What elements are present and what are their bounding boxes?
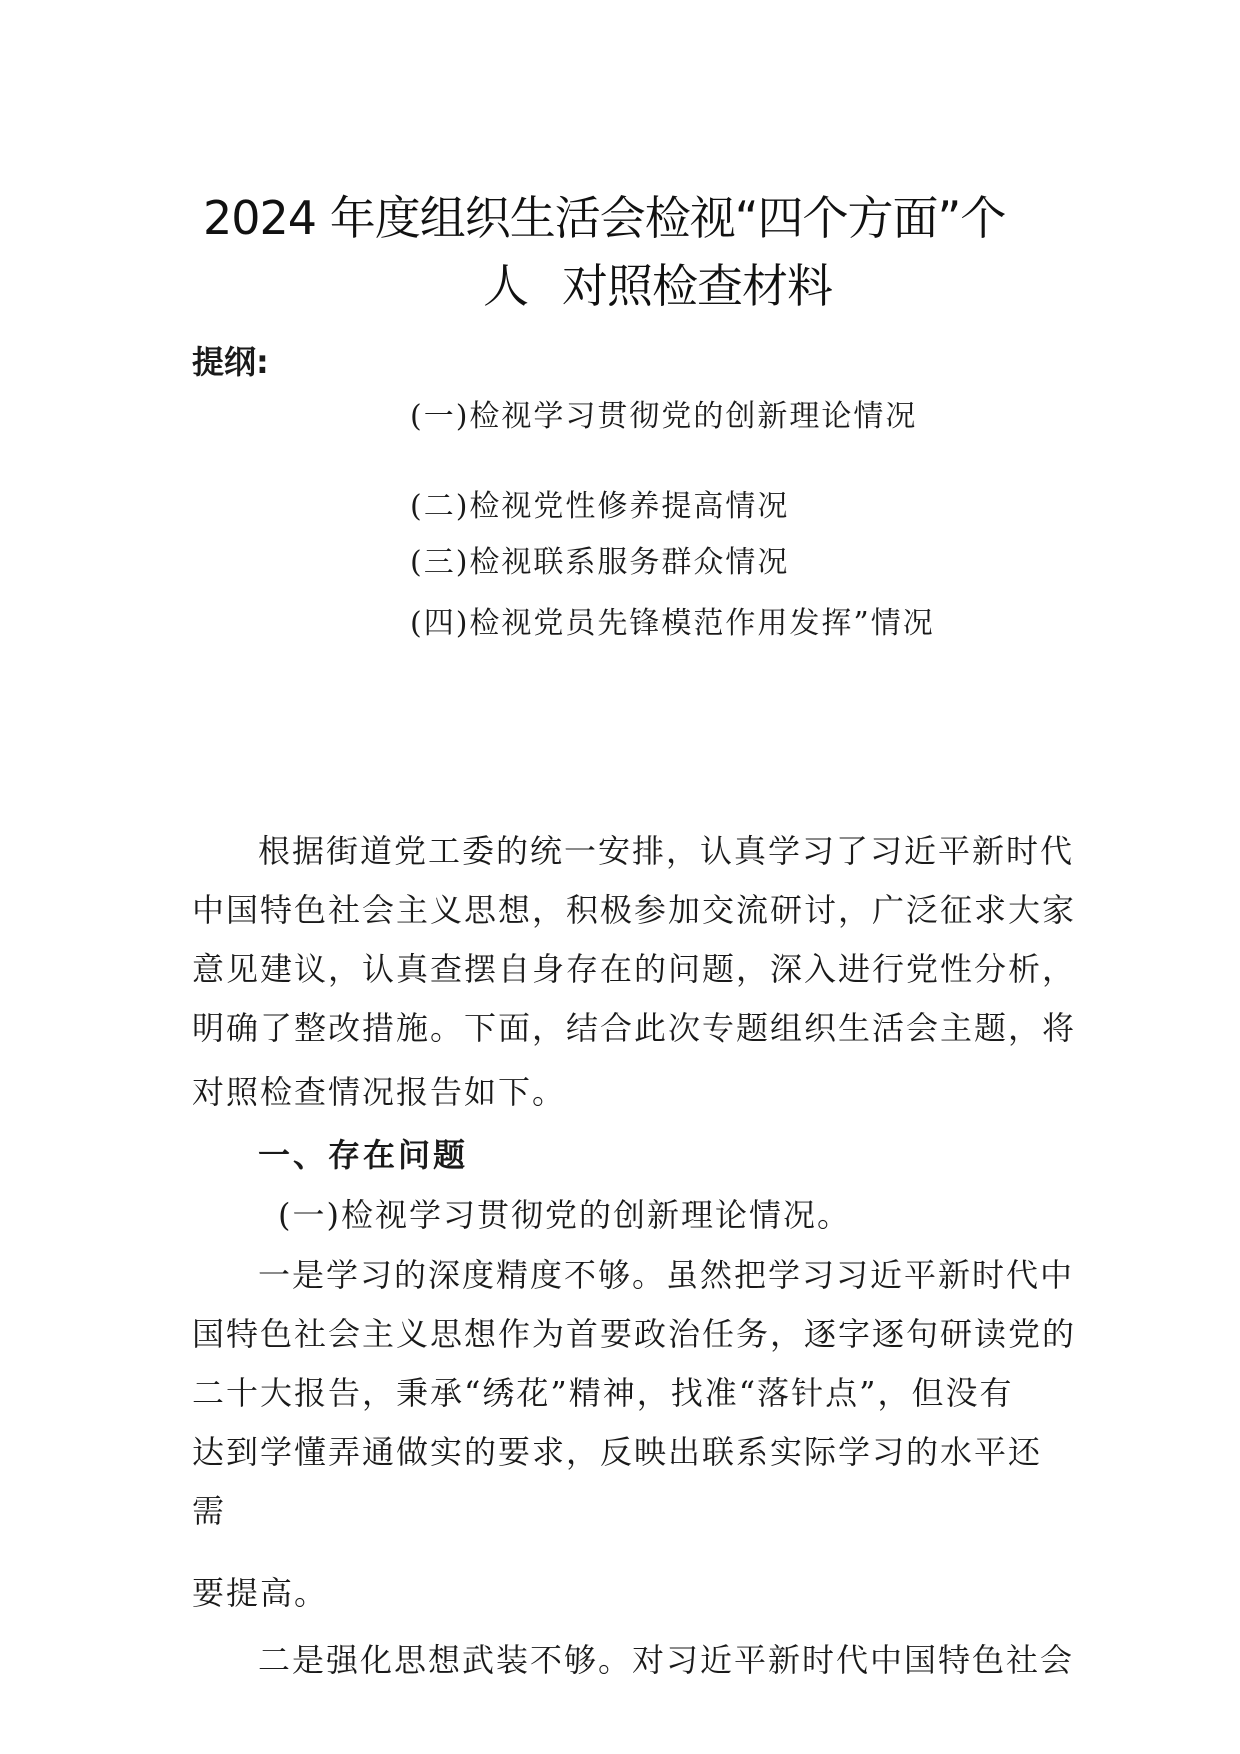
intro-line-3: 意见建议，认真查摆自身存在的问题，深入进行党性分析， xyxy=(192,950,1077,988)
outline-label: 提纲: xyxy=(192,343,269,381)
outline-item-3: (三)检视联系服务群众情况 xyxy=(410,545,790,580)
para1-line-1: 一是学习的深度精度不够。虽然把学习习近平新时代中 xyxy=(258,1256,1075,1294)
para1-line-5: 需 xyxy=(192,1492,227,1530)
title-line-2-part-b: 对照检查材料 xyxy=(562,259,832,313)
intro-line-2: 中国特色社会主义思想，积极参加交流研讨，广泛征求大家 xyxy=(192,891,1077,929)
section-heading-problems: 一、存在问题 xyxy=(258,1136,469,1174)
para1-line-4: 达到学懂弄通做实的要求，反映出联系实际学习的水平还 xyxy=(192,1433,1043,1471)
outline-item-4: (四)检视党员先锋模范作用发挥”情况 xyxy=(410,606,935,641)
document-title-line-2 xyxy=(483,250,832,316)
outline-item-1: (一)检视学习贯彻党的创新理论情况 xyxy=(410,399,918,434)
para1-line-2: 国特色社会主义思想作为首要政治任务，逐字逐句研读党的 xyxy=(192,1315,1077,1353)
intro-line-1: 根据街道党工委的统一安排，认真学习了习近平新时代 xyxy=(258,832,1075,870)
intro-line-4: 明确了整改措施。下面，结合此次专题组织生活会主题，将 xyxy=(192,1009,1077,1047)
para1-line-6: 要提高。 xyxy=(192,1574,329,1612)
title-line-2-part-a: 人 xyxy=(483,259,528,313)
sub-heading-1: (一)检视学习贯彻党的创新理论情况。 xyxy=(278,1196,851,1234)
document-title-line-1: 2024 年度组织生活会检视“四个方面”个 xyxy=(203,191,1006,245)
para2-line-1: 二是强化思想武装不够。对习近平新时代中国特色社会 xyxy=(258,1641,1075,1679)
outline-item-2: (二)检视党性修养提高情况 xyxy=(410,489,790,524)
para1-line-3: 二十大报告，秉承“绣花”精神，找准“落针点”，但没有 xyxy=(192,1374,1014,1412)
intro-line-5: 对照检查情况报告如下。 xyxy=(192,1073,567,1111)
